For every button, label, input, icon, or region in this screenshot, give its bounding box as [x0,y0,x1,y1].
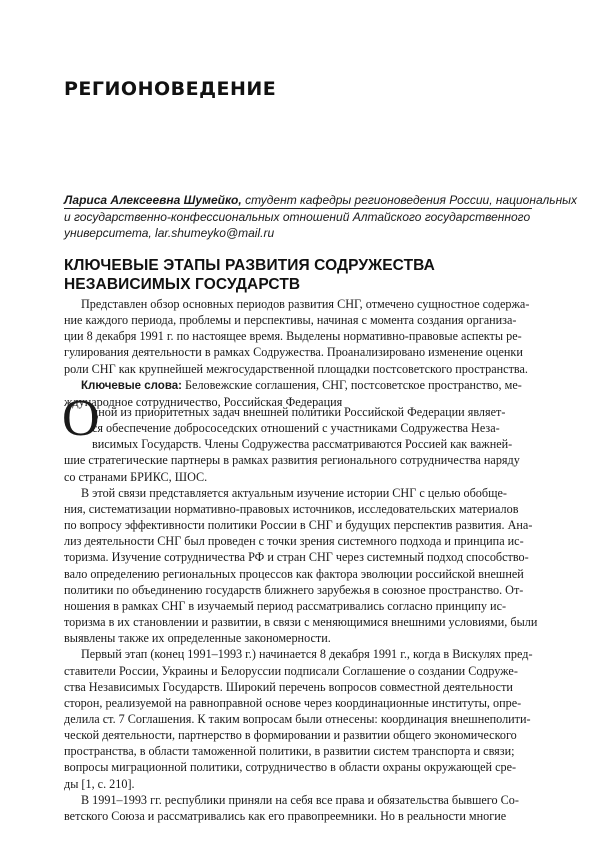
author-name: Лариса Алексеевна Шумейко, [64,193,242,207]
body-line: ния, систематизации нормативно-правовых источников, исследовательских материалов [64,501,519,516]
body-line: ды [1, с. 210]. [64,776,135,791]
abstract [64,296,532,410]
body-line: политики по объединению государств ближнего зарубежья в союзное пространство. От- [64,582,524,597]
body-line: ся обеспечение добрососедских отношений с участниками Содружества Неза- [92,421,500,436]
abstract-line: ции 8 декабря 1991 г. по настоящее время. Выделены нормативно-правовые аспекты ре- [64,329,522,344]
author-affiliation-line: студент кафедры регионоведения России, национальных [245,193,578,207]
author-line [64,192,578,209]
body-line: сторон, реализуемой на равноправной основе через координационные институты, опре- [64,695,522,710]
body-line: ставители России, Украины и Белоруссии подписали Соглашение о создании Содруже- [64,663,518,678]
body-line: дной из приоритетных задач внешней политики Российской Федерации являет- [92,405,506,419]
body-line: пространства, в области таможенной политики, в развитии систем транспорта и связи; [64,744,515,759]
body-line: ветского Союза и рассматривались как его правопреемники. Но в реальности многие [64,808,507,823]
abstract-line: ние каждого периода, проблемы и перспективы, начиная с момента создания организа- [64,313,517,328]
abstract-line: Представлен обзор основных периодов развития СНГ, отмечено сущностное содержа- [81,297,530,311]
body-line: шие стратегические партнеры в рамках развития регионального сотрудничества наряду [64,453,520,468]
article-body [64,404,538,824]
author-info [64,192,578,241]
body-line: Первый этап (конец 1991–1993 г.) начинается 8 декабря 1991 г., когда в Вискулях пред- [81,647,533,662]
drop-cap: О [62,390,100,447]
body-line: выявлены также их определенные закономерности. [64,631,331,646]
body-line: делила ст. 7 Соглашения. К таким вопросам были отнесены: координация внешнеполити- [64,711,531,726]
author-affiliation-line: университета, lar.shumeyko@mail.ru [64,226,275,240]
body-line: В 1991–1993 гг. республики приняли на себя все права и обязательства бывшего Со- [81,792,519,807]
keywords-label: Ключевые слова: [81,379,182,392]
abstract-line: роли СНГ как крупнейшей межгосударственной площадки постсоветского пространства. [64,361,528,376]
body-line: В этой связи представляется актуальным изучение истории СНГ с целью обобще- [81,485,507,500]
keywords-line: ждународное сотрудничество, Российская Федерация [64,394,343,409]
body-line: вало определению региональных процессов как фактора эволюции российской внешней [64,566,524,581]
body-line: лиз деятельности СНГ был проведен с точки зрения системного подхода и принципа ис- [64,534,524,549]
body-line: вопросы миграционной политики, сотрудничество в области охраны окружающей сре- [64,760,517,775]
keywords-text: Беловежские соглашения, СНГ, постсоветское пространство, ме- [181,377,522,392]
article-title-line: НЕЗАВИСИМЫХ ГОСУДАРСТВ [64,276,301,293]
body-line: со странами БРИКС, ШОС. [64,469,208,484]
body-line: ческой деятельности, партнерство в формировании и развитии общего экономического [64,728,517,743]
article-title [64,256,435,294]
author-affiliation-line: и государственно-конфессиональных отношений Алтайского государственного [64,210,531,224]
abstract-line: гулирования деятельности в рамках Содружества. Проанализировано изменение оценки [64,345,523,360]
body-line: по вопросу эффективности политики России в СНГ и будущих перспектив развития. Ана- [64,518,533,533]
body-line: торизма. Изучение сотрудничества РФ и стран СНГ через системный подход способство- [64,550,529,565]
body-line: ношения в рамках СНГ в изучаемый период рассматривались согласно принципу ис- [64,598,507,613]
article-title-line: КЛЮЧЕВЫЕ ЭТАПЫ РАЗВИТИЯ СОДРУЖЕСТВА [64,257,435,274]
body-line: висимых Государств. Члены Содружества рассматриваются Россией как важней- [92,437,513,452]
body-line: ства Независимых Государств. Широкий перечень вопросов совместной деятельности [64,679,513,694]
section-title: РЕГИОНОВЕДЕНИЕ [64,78,277,100]
body-line: торизма в их становлении и развитии, в связи с меняющимися внешними условиями, были [64,615,538,630]
keywords-line [64,377,532,394]
